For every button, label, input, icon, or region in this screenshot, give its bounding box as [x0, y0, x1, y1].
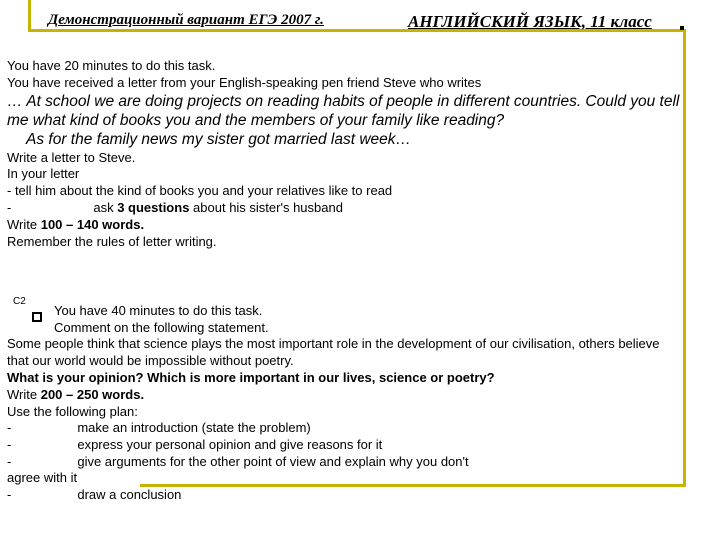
- task2-plan-title: Use the following plan:: [7, 404, 138, 419]
- task1-intro: You have received a letter from your English-speaking pen friend Steve who writes: [7, 75, 482, 90]
- task2-statement-2: that our world would be impossible without poetry.: [7, 353, 294, 368]
- letter-line-2: me what kind of books you and the members of your family like reading?: [7, 112, 505, 129]
- plan-item-1: [7, 420, 311, 436]
- header-exam-title: Демонстрационный вариант ЕГЭ 2007 г.: [48, 12, 324, 28]
- task2-word-count: [7, 387, 144, 403]
- plan-item-text: express your personal opinion and give reasons for it: [77, 437, 383, 452]
- frame-right-line: [683, 29, 686, 487]
- plan-item-text: give arguments for the other point of view and explain why you don't: [77, 454, 469, 469]
- plan-item-text: make an introduction (state the problem): [77, 420, 311, 435]
- frame-bottom-line: [140, 484, 686, 487]
- task1-bullet-questions: [7, 200, 343, 216]
- letter-line-3: As for the family news my sister got married last week…: [26, 131, 412, 148]
- task1-time: You have 20 minutes to do this task.: [7, 58, 216, 73]
- bullet-text-post: about his sister's husband: [189, 200, 343, 215]
- plan-item-3: [7, 454, 469, 470]
- task1-rules: Remember the rules of letter writing.: [7, 234, 217, 249]
- bullet-text-pre: ask: [93, 200, 118, 215]
- word-count-bold: 100 – 140 words.: [40, 217, 145, 232]
- task2-comment: Comment on the following statement.: [54, 320, 269, 335]
- task2-statement-1: Some people think that science plays the most important role in the development of our civilisation, others believe: [7, 336, 660, 351]
- plan-item-4: [7, 487, 181, 503]
- plan-item-3-continued: agree with it: [7, 470, 78, 485]
- frame-left-line: [28, 0, 31, 32]
- plan-item-text: draw a conclusion: [77, 487, 182, 502]
- task2-label: C2: [13, 296, 26, 307]
- task1-write-letter: Write a letter to Steve.: [7, 150, 136, 165]
- plan-dash: -: [7, 437, 12, 452]
- task1-word-count: [7, 217, 144, 233]
- bullet-dash: -: [7, 200, 12, 215]
- task2-question: What is your opinion? Which is more important in our lives, science or poetry?: [7, 370, 495, 385]
- plan-dash: -: [7, 487, 12, 502]
- task1-in-your-letter: In your letter: [7, 166, 80, 181]
- plan-dash: -: [7, 420, 12, 435]
- plan-item-2: [7, 437, 382, 453]
- header-dot: [680, 26, 684, 30]
- header-subject: АНГЛИЙСКИЙ ЯЗЫК, 11 класс: [408, 12, 652, 31]
- plan-dash: -: [7, 454, 12, 469]
- task1-bullet-books: - tell him about the kind of books you and your relatives like to read: [7, 183, 393, 198]
- letter-line-1: … At school we are doing projects on reading habits of people in different countries. Could you tell: [7, 93, 680, 110]
- word-count-bold: 200 – 250 words.: [40, 387, 145, 402]
- word-count-pre: Write: [7, 387, 41, 402]
- bullet-text-bold: 3 questions: [117, 200, 190, 215]
- checkbox-icon: [32, 312, 42, 322]
- word-count-pre: Write: [7, 217, 41, 232]
- task2-time: You have 40 minutes to do this task.: [54, 303, 263, 318]
